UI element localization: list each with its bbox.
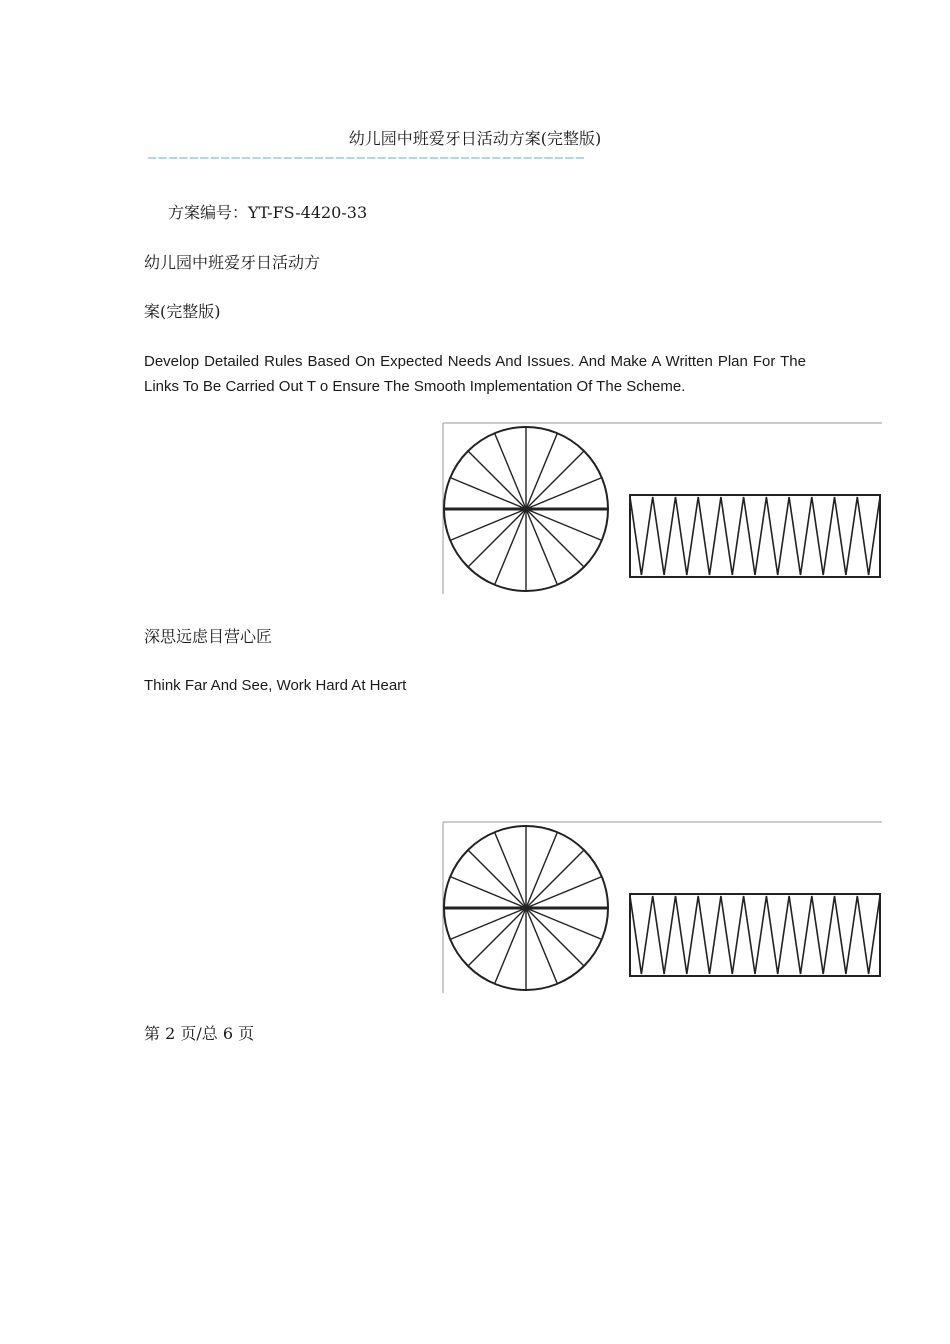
wheel-spoke: [468, 850, 526, 908]
motto-chinese: 深思远虑目营心匠: [144, 627, 273, 646]
plan-number: [168, 200, 367, 225]
wheel-spoke: [468, 908, 526, 966]
wheel-spoke: [526, 509, 584, 567]
zigzag-frame: [630, 495, 880, 577]
plan-number-text: 方案编号：YT-FS-4420-33: [168, 203, 368, 222]
motto-english: Think Far And See, Work Hard At Heart: [144, 677, 407, 694]
zigzag-frame: [630, 894, 880, 976]
header-divider: ——————————————————————————————————————————: [148, 150, 587, 166]
wheel-spoke: [526, 908, 584, 966]
title-line-1: 幼儿园中班爱牙日活动方: [144, 253, 321, 272]
wheel-spoke: [526, 850, 584, 908]
wheel-spoke: [526, 451, 584, 509]
wheel-spoke: [468, 509, 526, 567]
decorative-figure-2: [442, 821, 882, 993]
wheel-spoke: [468, 451, 526, 509]
decorative-figure-1: [442, 422, 882, 594]
zigzag-line: [630, 497, 880, 575]
title-line-2: 案(完整版): [144, 302, 221, 321]
zigzag-line: [630, 896, 880, 974]
wheel-zigzag-graphic: [442, 821, 882, 993]
page-indicator: 第 2 页/总 6 页: [144, 1024, 255, 1043]
intro-paragraph: Develop Detailed Rules Based On Expected Needs And Issues. And Make A Written Plan For The Links To Be Carried Out T o Ensure The Smooth Implementation Of The Scheme.: [144, 353, 806, 395]
document-header-title: 幼儿园中班爱牙日活动方案(完整版): [348, 129, 602, 148]
wheel-zigzag-graphic: [442, 422, 882, 594]
